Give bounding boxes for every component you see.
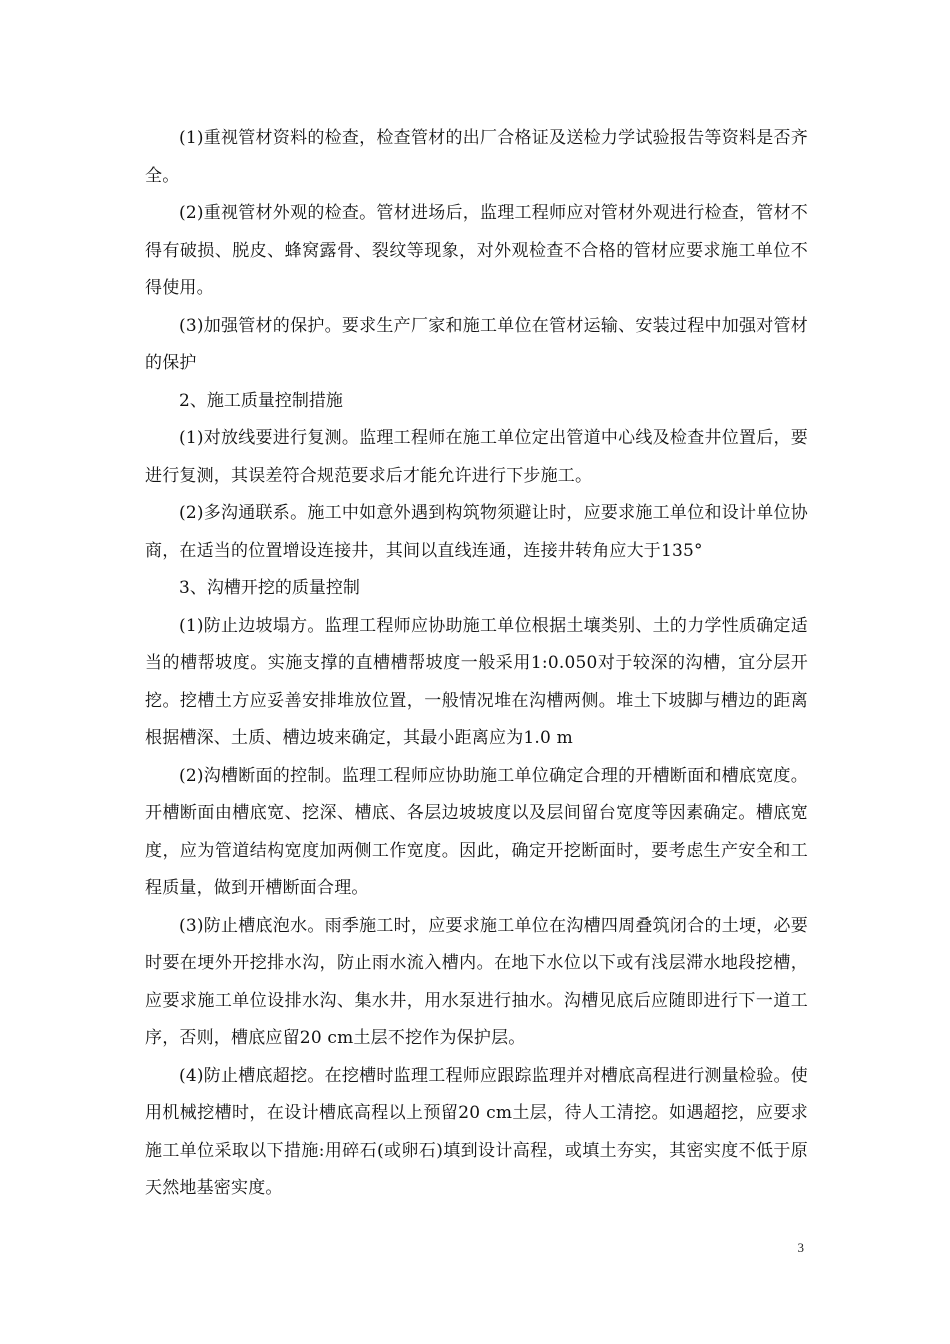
paragraph-pipe-protection: (3)加强管材的保护。要求生产厂家和施工单位在管材运输、安装过程中加强对管材的保护 [145,315,808,373]
document-body [145,120,808,1208]
paragraph-pipe-documents: (1)重视管材资料的检查，检查管材的出厂合格证及送检力学试验报告等资料是否齐全。 [145,128,808,186]
paragraph-over-excavation: (4)防止槽底超挖。在挖槽时监理工程师应跟踪监理并对槽底高程进行测量检验。使用机械挖槽时，在设计槽底高程以上预留20 cm土层，待人工清挖。如遇超挖，应要求施工单位采取以下措施:用碎石(或卵石)填到设计高程，或填土夯实，其密实度不低于原天然地基密实度。 [145,1065,808,1198]
paragraph-slope-collapse: (1)防止边坡塌方。监理工程师应协助施工单位根据土壤类别、土的力学性质确定适当的槽帮坡度。实施支撑的直槽槽帮坡度一般采用1:0.050对于较深的沟槽，宜分层开挖。挖槽土方应妥善安排堆放位置，一般情况堆在沟槽两侧。堆土下坡脚与槽边的距离根据槽深、土质、槽边坡来确定，其最小距离应为1.0 m [145,615,808,748]
section-heading-construction-quality: 2、施工质量控制措施 [179,390,343,411]
paragraph-pipe-appearance: (2)重视管材外观的检查。管材进场后，监理工程师应对管材外观进行检查，管材不得有破损、脱皮、蜂窝露骨、裂纹等现象，对外观检查不合格的管材应要求施工单位不得使用。 [145,203,808,298]
paragraph-trench-water: (3)防止槽底泡水。雨季施工时，应要求施工单位在沟槽四周叠筑闭合的土埂，必要时要在埂外开挖排水沟，防止雨水流入槽内。在地下水位以下或有浅层滞水地段挖槽，应要求施工单位设排水沟、集水井，用水泵进行抽水。沟槽见底后应随即进行下一道工序，否则，槽底应留20 cm土层不挖作为保护层。 [145,915,808,1048]
paragraph-trench-section: (2)沟槽断面的控制。监理工程师应协助施工单位确定合理的开槽断面和槽底宽度。开槽断面由槽底宽、挖深、槽底、各层边坡坡度以及层间留台宽度等因素确定。槽底宽度，应为管道结构宽度加两侧工作宽度。因此，确定开挖断面时，要考虑生产安全和工程质量，做到开槽断面合理。 [145,765,808,898]
page-number: 3 [797,1240,804,1255]
paragraph-setting-out-recheck: (1)对放线要进行复测。监理工程师在施工单位定出管道中心线及检查井位置后，要进行复测，其误差符合规范要求后才能允许进行下步施工。 [145,428,808,486]
section-heading-trench-excavation: 3、沟槽开挖的质量控制 [179,578,360,598]
paragraph-communication: (2)多沟通联系。施工中如意外遇到构筑物须避让时，应要求施工单位和设计单位协商，在适当的位置增设连接井，其间以直线连通，连接井转角应大于135° [145,503,808,561]
